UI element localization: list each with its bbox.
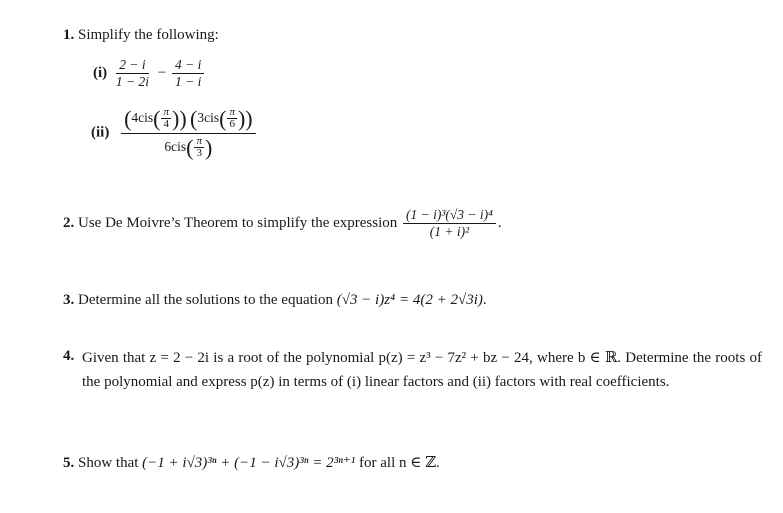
coef-a: 4cis — [131, 109, 154, 125]
angle-b: $\frac{\pi}{6}$ — [229, 106, 235, 130]
question-text: Use De Moivre’s Theorem to simplify the expression — [78, 215, 398, 232]
fraction — [113, 58, 152, 89]
question-number: 3. — [63, 292, 75, 308]
numerator: 2 − i — [116, 58, 148, 74]
question-3 — [63, 292, 487, 309]
question-4-text: Given that z = 2 − 2i is a root of the polynomial p(z) = z³ − 7z² + bz − 24, where b ∈ ℝ. Determine the roots of the polynomial and express p(z) in terms of (i) linear factors and (ii) factors with real coefficients. — [82, 350, 762, 390]
coef-b: 3cis — [197, 109, 220, 125]
question-text: Determine all the solutions to the equation — [78, 292, 333, 308]
part-label: (i) — [93, 65, 108, 82]
question-text: Show that — [78, 455, 139, 471]
equation: (√3 − i)z⁴ = 4(2 + 2√3i) — [336, 292, 483, 308]
question-1 — [63, 27, 219, 44]
equation: (−1 + i√3)³ⁿ + (−1 − i√3)³ⁿ = 2³ⁿ⁺¹ — [142, 455, 356, 471]
numerator: (4cis( $\frac{\pi}{4}$ )) (3cis( $\frac{\pi}{6}$ )) — [121, 107, 256, 134]
question-4-number — [63, 348, 74, 365]
question-number: 2. — [63, 215, 75, 232]
period: . — [497, 215, 502, 232]
question-number: 1. — [63, 27, 75, 43]
period: . — [482, 292, 487, 308]
angle-den: $\frac{\pi}{3}$ — [196, 134, 202, 159]
question-2 — [63, 208, 502, 239]
numerator: 4 − i — [172, 58, 204, 74]
fraction — [403, 208, 496, 239]
denominator: 1 − 2i — [115, 74, 150, 90]
fraction — [121, 107, 256, 159]
denominator: (1 + i)² — [429, 224, 470, 240]
question-5 — [63, 453, 440, 472]
question-number: 4. — [63, 348, 75, 364]
question-text: Simplify the following: — [78, 27, 219, 43]
question-1-part-i — [93, 58, 206, 89]
question-number: 5. — [63, 455, 75, 471]
fraction — [172, 58, 204, 89]
coef-den: 6cis — [164, 138, 187, 154]
numerator: (1 − i)³(√3 − i)⁴ — [403, 208, 496, 224]
denominator: 1 − i — [175, 74, 202, 90]
question-1-part-ii — [91, 107, 258, 159]
question-end: for all n ∈ ℤ. — [359, 455, 440, 471]
angle-a: $\frac{\pi}{4}$ — [163, 106, 169, 130]
denominator: 6cis( $\frac{\pi}{3}$ ) — [164, 134, 213, 160]
part-label: (ii) — [91, 124, 110, 141]
minus-operator: − — [157, 65, 167, 82]
